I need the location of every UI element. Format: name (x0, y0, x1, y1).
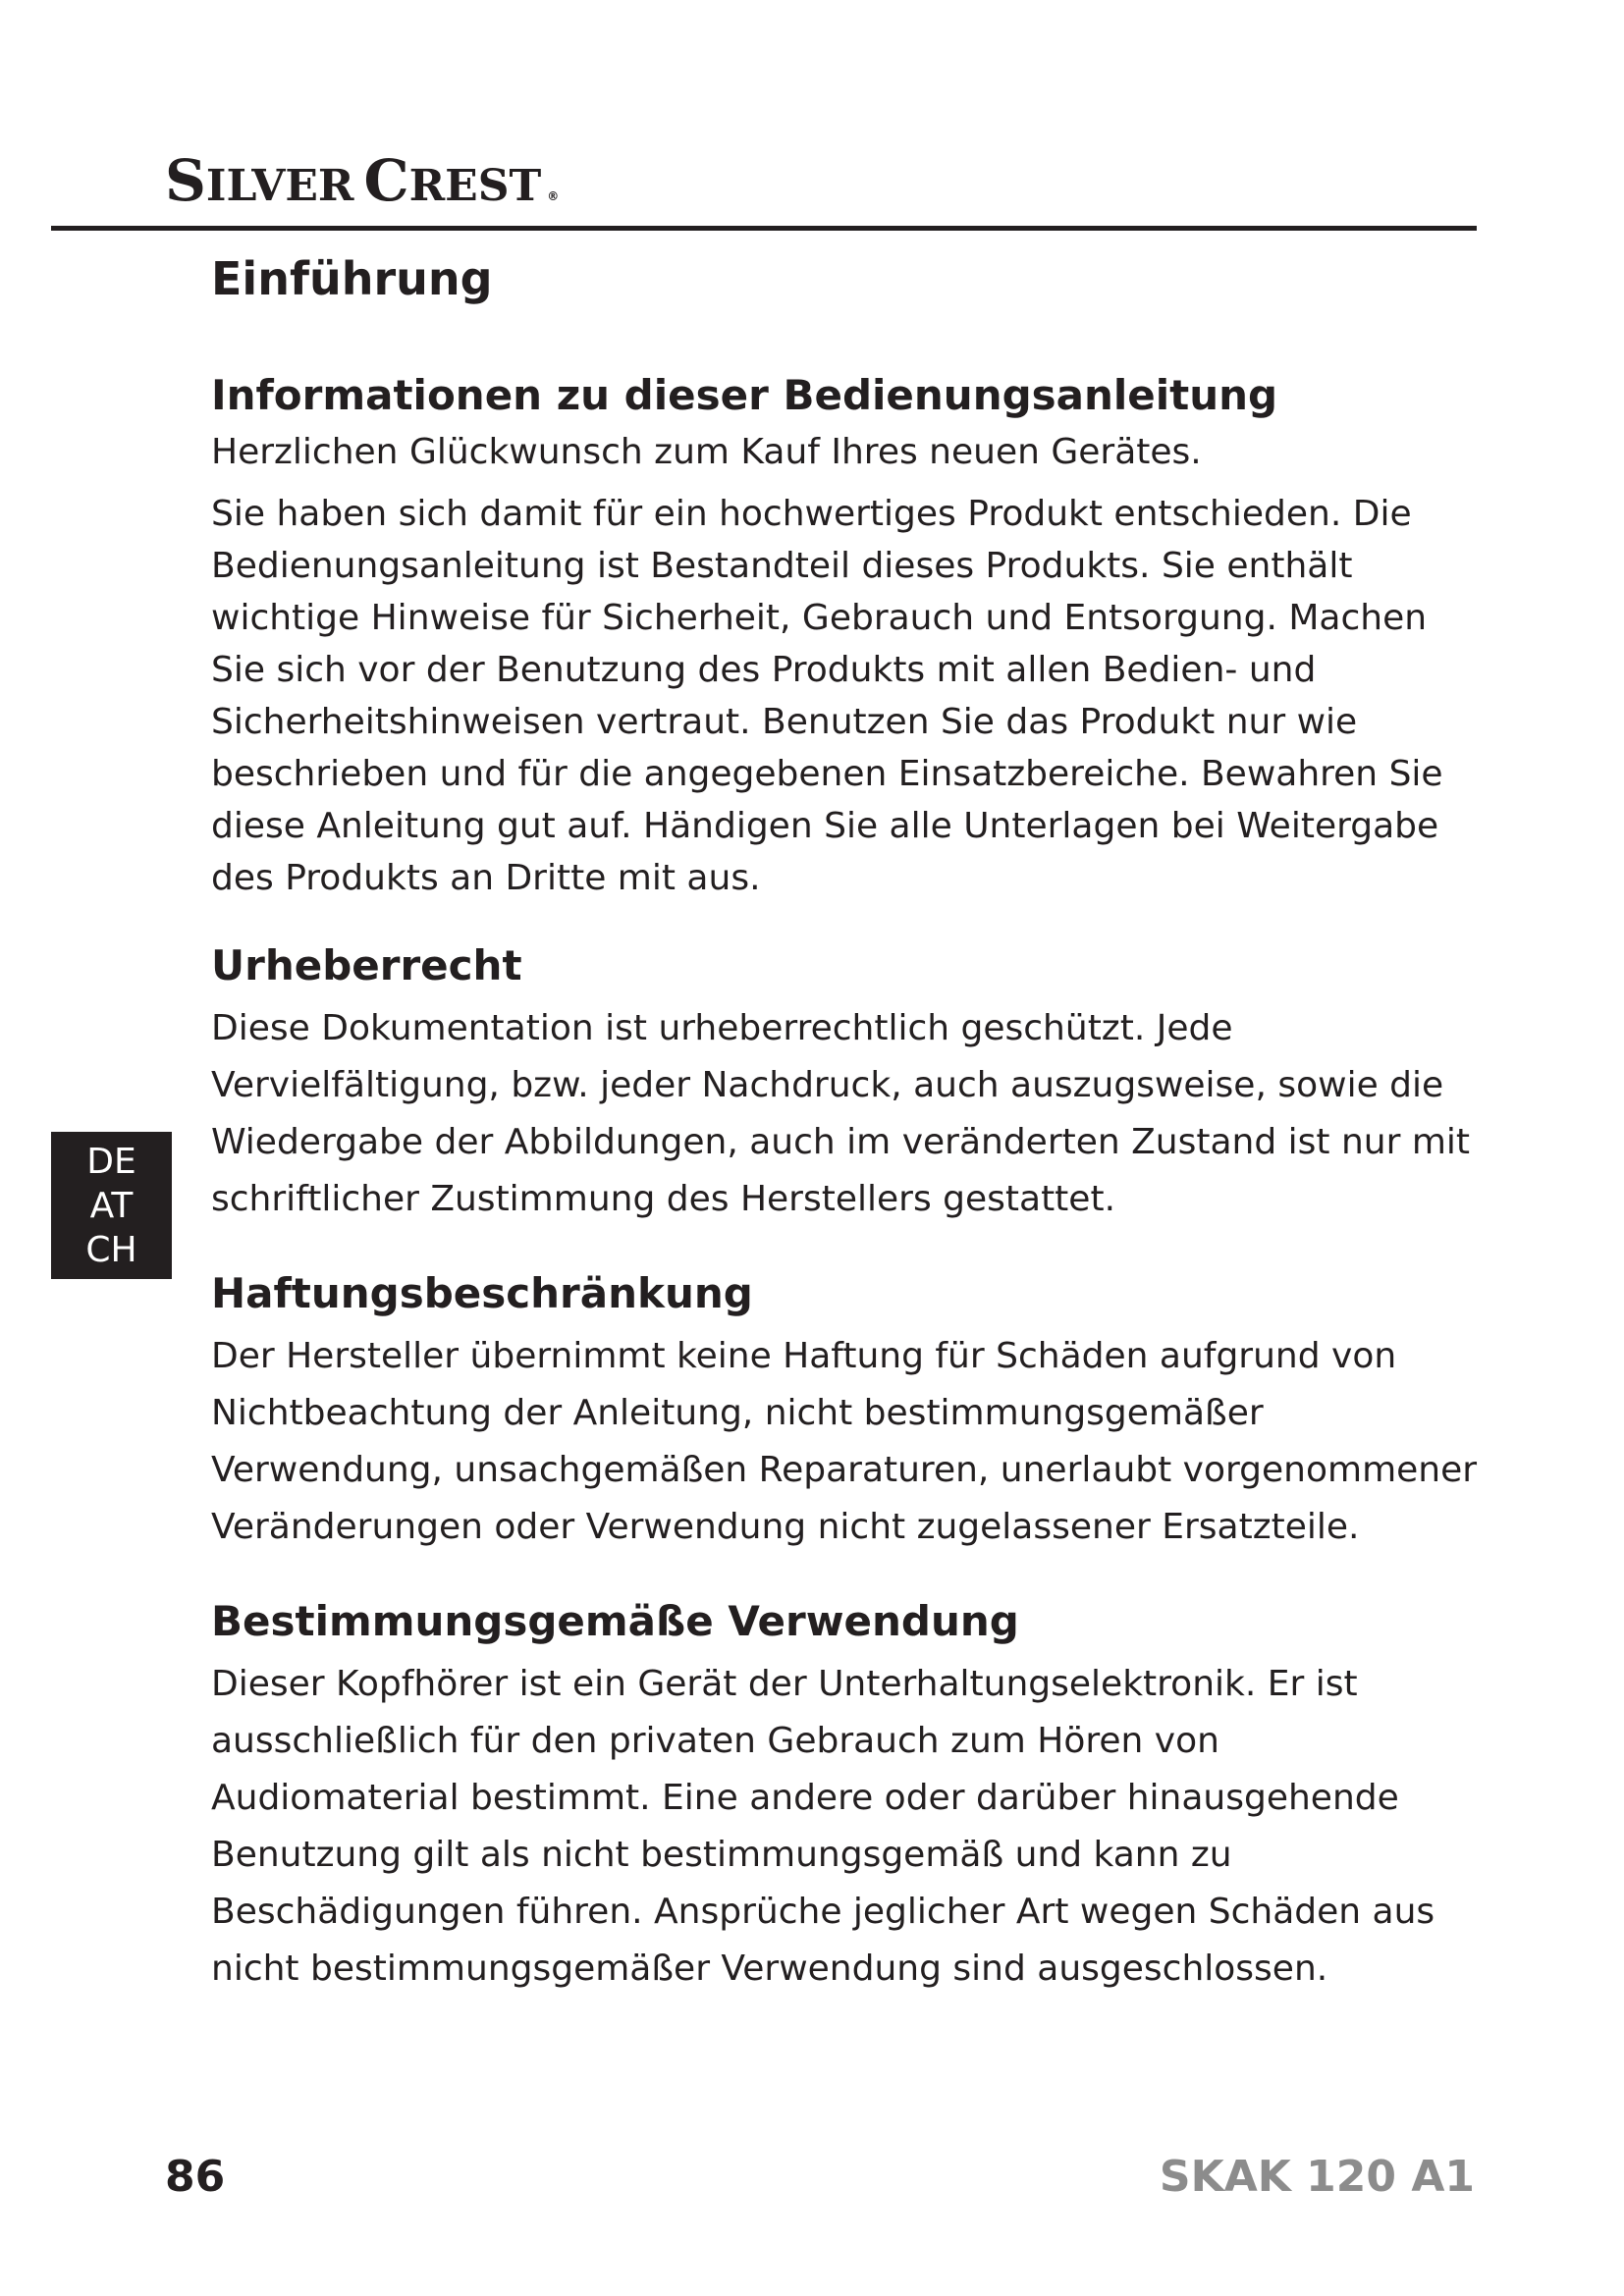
main-content (211, 247, 1478, 1998)
language-at: AT (89, 1185, 134, 1226)
logo-letter-c: C (363, 147, 409, 214)
logo-text-rest: REST (408, 161, 542, 211)
paragraph-manual-info: Sie haben sich damit für ein hochwertiges Produkt entschieden. Die Bedienungsanleitung ist Bestandteil dieses Produkts. Sie enthält wichtige Hinweise für Sicherheit, Gebrauch und Entsorgung. Machen Sie sich vor der Benutzung des Produkts mit allen Bedien- und Sicherheitshinweisen vertraut. Benutzen Sie das Produkt nur wie beschrieben und für die angegebenen Einsatzbereiche. Bewahren Sie diese Anleitung gut auf. Händigen Sie alle Unterlagen bei Weitergabe des Produkts an Dritte mit aus. (211, 494, 1443, 898)
paragraph-intended-use: Dieser Kopfhörer ist ein Gerät der Unterhaltungselektronik. Er ist ausschließlich für den privaten Gebrauch zum Hören von Audiomaterial bestimmt. Eine andere oder darüber hinausgehende Benutzung gilt als nicht bestimmungsgemäß und kann zu Beschädigungen führen. Ansprüche jeglicher Art wegen Schäden aus nicht bestimmungsgemäßer Verwendung sind ausgeschlossen. (211, 1664, 1435, 1989)
brand-logo (165, 147, 559, 216)
page-title: Einführung (211, 252, 493, 305)
registered-mark: ® (547, 189, 560, 203)
model-number: SKAK 120 A1 (1159, 2152, 1475, 2202)
paragraph-liability: Der Hersteller übernimmt keine Haftung für Schäden aufgrund von Nichtbeachtung der Anleitung, nicht bestimmungsgemäßer Verwendung, unsachgemäßen Reparaturen, unerlaubt vorgenommener Veränderungen oder Verwendung nicht zugelassener Ersatzteile. (211, 1336, 1478, 1547)
paragraph-congratulations: Herzlichen Glückwunsch zum Kauf Ihres neuen Gerätes. (211, 432, 1202, 472)
language-tab (51, 1132, 172, 1279)
paragraph-copyright: Diese Dokumentation ist urheberrechtlich geschützt. Jede Vervielfältigung, bzw. jeder Nachdruck, auch auszugsweise, sowie die Wiedergabe der Abbildungen, auch im veränderten Zustand ist nur mit schriftlicher Zustimmung des Herstellers gestattet. (211, 1008, 1471, 1219)
section-heading-intended-use: Bestimmungsgemäße Verwendung (211, 1597, 1019, 1645)
section-heading-manual-info: Informationen zu dieser Bedienungsanleitung (211, 371, 1278, 419)
header-rule (51, 226, 1477, 231)
section-heading-liability: Haftungsbeschränkung (211, 1269, 753, 1317)
logo-text-ilver: ILVER (205, 161, 354, 211)
logo-letter-s: S (165, 147, 206, 214)
section-heading-copyright: Urheberrecht (211, 941, 522, 989)
page-number: 86 (165, 2152, 226, 2202)
language-ch: CH (85, 1229, 137, 1270)
language-de: DE (86, 1141, 136, 1182)
